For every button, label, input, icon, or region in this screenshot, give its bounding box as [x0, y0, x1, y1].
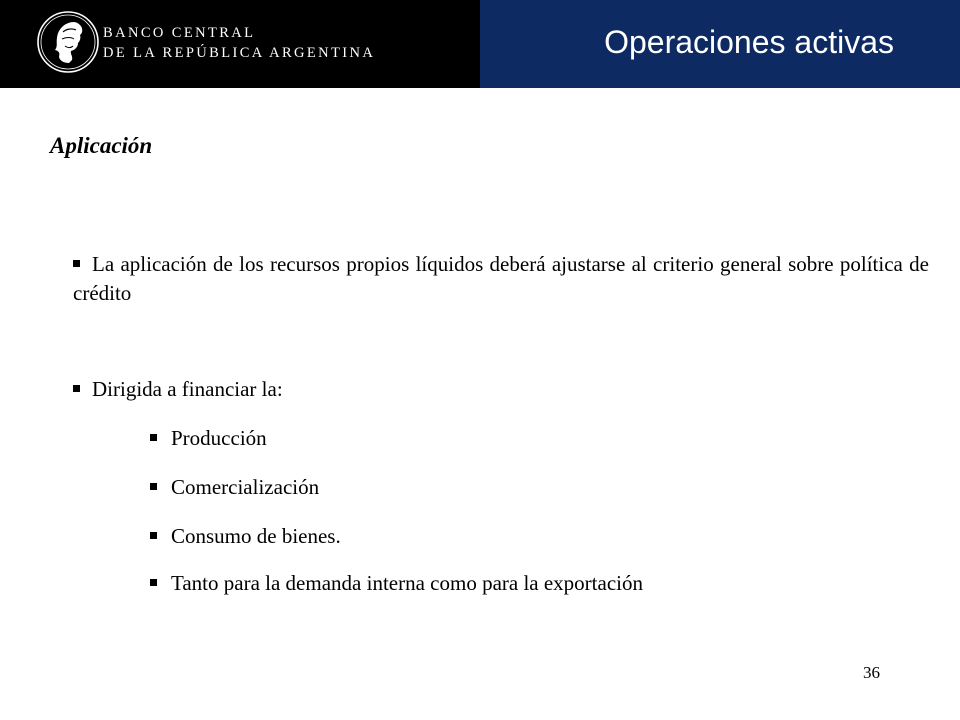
header-title-panel	[480, 0, 960, 88]
bullet-text: La aplicación de los recursos propios líquidos deberá ajustarse al criterio general sobre política de crédito	[73, 252, 929, 305]
sub-bullet-text: Consumo de bienes.	[171, 524, 341, 548]
square-bullet-icon	[73, 385, 80, 392]
square-bullet-icon	[150, 434, 157, 441]
bullet-item	[73, 250, 929, 308]
bullet-item	[73, 377, 283, 402]
bank-name-line1: BANCO CENTRAL	[103, 25, 256, 41]
square-bullet-icon	[150, 532, 157, 539]
bullet-text: Dirigida a financiar la:	[92, 377, 283, 401]
sub-bullet-item	[150, 426, 267, 451]
sub-bullet-text: Producción	[171, 426, 267, 450]
sub-bullet-item	[150, 524, 341, 549]
header-brand-panel	[0, 0, 480, 88]
sub-bullet-text: Tanto para la demanda interna como para la exportación	[171, 571, 643, 595]
square-bullet-icon	[150, 483, 157, 490]
bcra-logo-icon	[36, 10, 100, 74]
sub-bullet-item	[150, 475, 319, 500]
slide-title: Operaciones activas	[604, 24, 894, 60]
square-bullet-icon	[73, 260, 80, 267]
square-bullet-icon	[150, 579, 157, 586]
bank-name-line2: DE LA REPÚBLICA ARGENTINA	[103, 45, 376, 61]
section-heading: Aplicación	[50, 133, 153, 158]
sub-bullet-item	[150, 571, 643, 596]
sub-bullet-text: Comercialización	[171, 475, 320, 499]
page-number: 36	[863, 663, 880, 682]
